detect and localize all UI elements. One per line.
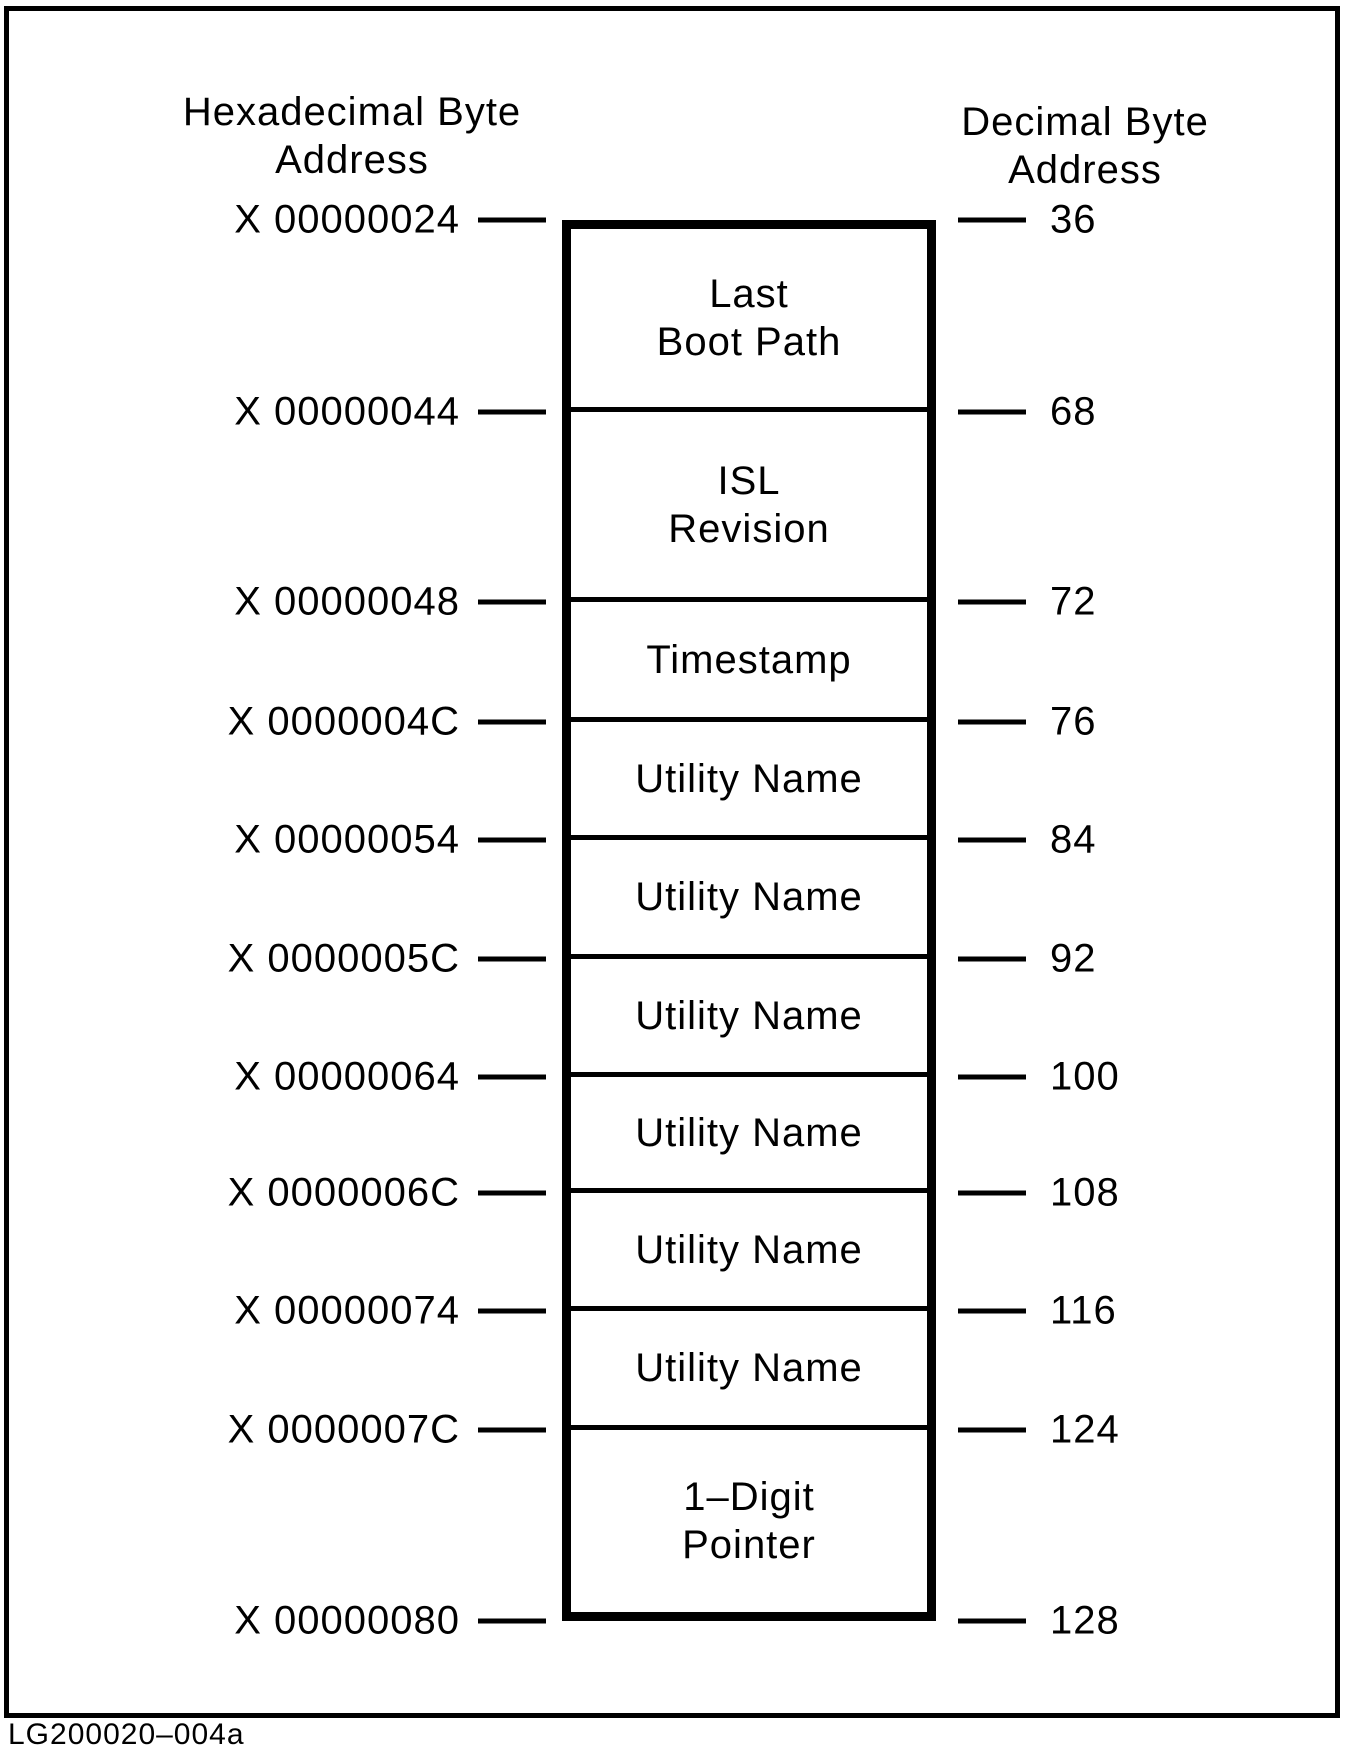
region-label-line2: Boot Path xyxy=(656,320,842,364)
right-connector-dash xyxy=(958,218,1026,223)
region-label-line1: Last xyxy=(709,272,789,316)
region-label-line1: ISL xyxy=(717,458,781,503)
hex-address-label: X 00000044 xyxy=(234,389,460,434)
right-connector-dash xyxy=(958,838,1026,843)
decimal-address-label: 76 xyxy=(1050,699,1097,744)
left-connector-dash xyxy=(478,218,546,223)
right-connector-dash xyxy=(958,600,1026,605)
region-utility-name-5 xyxy=(571,1193,927,1311)
region-utility-name-6 xyxy=(571,1311,927,1430)
decimal-address-label: 124 xyxy=(1050,1407,1120,1452)
hex-header-line2: Address xyxy=(275,138,429,182)
region-1-digit-pointer xyxy=(571,1430,927,1612)
left-connector-dash xyxy=(478,838,546,843)
left-connector-dash xyxy=(478,1428,546,1433)
region-label-line1: Utility Name xyxy=(635,1227,863,1272)
hex-address-label: X 0000004C xyxy=(227,699,460,744)
region-utility-name-1 xyxy=(571,722,927,840)
right-connector-dash xyxy=(958,1075,1026,1080)
region-label-line1: Utility Name xyxy=(635,756,863,801)
right-connector-dash xyxy=(958,1619,1026,1624)
decimal-address-label: 128 xyxy=(1050,1598,1120,1643)
region-label-line1: Utility Name xyxy=(635,993,863,1038)
right-connector-dash xyxy=(958,720,1026,725)
hex-address-label: X 00000074 xyxy=(234,1288,460,1333)
decimal-address-label: 68 xyxy=(1050,389,1097,434)
decimal-address-label: 84 xyxy=(1050,817,1097,862)
hex-address-label: X 0000005C xyxy=(227,936,460,981)
region-label-line1: Utility Name xyxy=(635,1346,863,1390)
region-label-line2: Pointer xyxy=(682,1523,816,1567)
left-connector-dash xyxy=(478,600,546,605)
dec-header-line2: Address xyxy=(1008,148,1162,192)
right-connector-dash xyxy=(958,957,1026,962)
region-timestamp xyxy=(571,602,927,722)
hex-address-label: X 0000006C xyxy=(227,1170,460,1215)
left-connector-dash xyxy=(478,410,546,415)
hex-address-label: X 0000007C xyxy=(227,1407,460,1452)
hex-address-label: X 00000064 xyxy=(234,1054,460,1099)
hex-address-label: X 00000024 xyxy=(234,197,460,242)
dec-header-line1: Decimal Byte xyxy=(961,100,1209,144)
region-label-line1: 1–Digit xyxy=(683,1475,815,1519)
figure-id-caption: LG200020–004a xyxy=(8,1718,245,1748)
left-connector-dash xyxy=(478,1191,546,1196)
decimal-address-label: 36 xyxy=(1050,197,1097,242)
decimal-address-label: 108 xyxy=(1050,1170,1120,1215)
region-label-line1: Utility Name xyxy=(635,875,863,919)
decimal-address-column-header xyxy=(885,98,1285,194)
decimal-address-label: 116 xyxy=(1050,1288,1117,1333)
region-last-boot-path xyxy=(571,229,927,412)
memory-map-box xyxy=(562,220,936,1621)
decimal-address-label: 100 xyxy=(1050,1054,1120,1099)
region-isl-revision xyxy=(571,412,927,602)
right-connector-dash xyxy=(958,1428,1026,1433)
decimal-address-label: 72 xyxy=(1050,579,1097,624)
left-connector-dash xyxy=(478,1619,546,1624)
region-utility-name-3 xyxy=(571,959,927,1077)
hex-address-label: X 00000080 xyxy=(234,1598,460,1643)
region-label-line2: Revision xyxy=(668,506,830,551)
decimal-address-label: 92 xyxy=(1050,936,1097,981)
hex-header-line1: Hexadecimal Byte xyxy=(182,90,522,134)
region-label-line1: Timestamp xyxy=(646,637,852,682)
region-label-line1: Utility Name xyxy=(635,1110,863,1155)
region-utility-name-4 xyxy=(571,1077,927,1193)
right-connector-dash xyxy=(958,1191,1026,1196)
hex-address-label: X 00000054 xyxy=(234,817,460,862)
right-connector-dash xyxy=(958,1309,1026,1314)
left-connector-dash xyxy=(478,1309,546,1314)
right-connector-dash xyxy=(958,410,1026,415)
hex-address-label: X 00000048 xyxy=(234,579,460,624)
region-utility-name-2 xyxy=(571,840,927,959)
left-connector-dash xyxy=(478,957,546,962)
left-connector-dash xyxy=(478,720,546,725)
left-connector-dash xyxy=(478,1075,546,1080)
hex-address-column-header xyxy=(132,88,572,184)
